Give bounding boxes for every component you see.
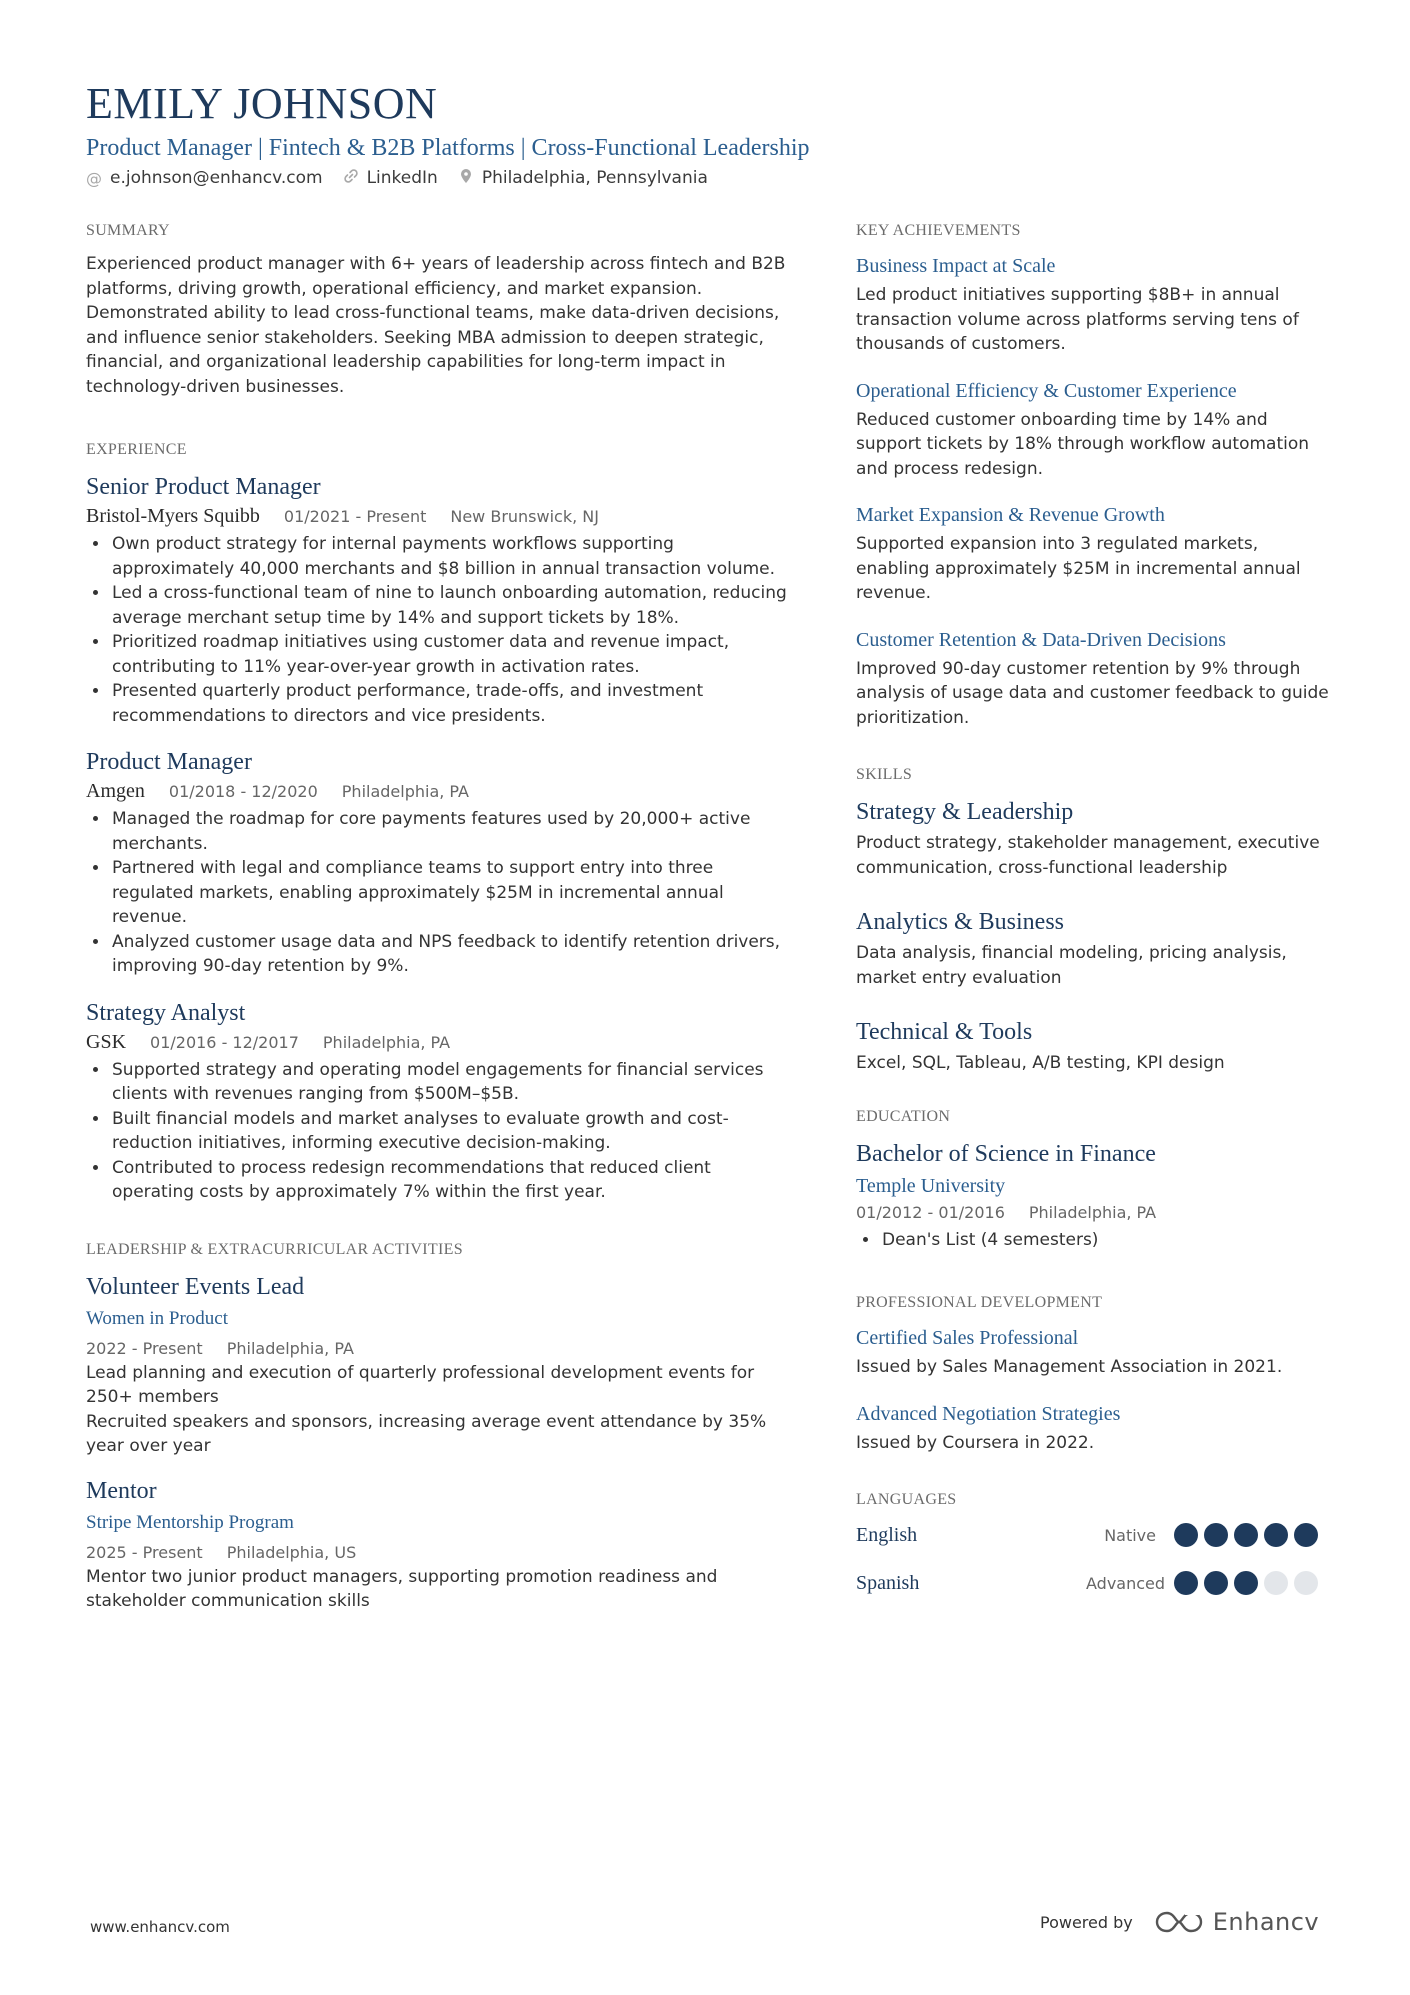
skills-section xyxy=(856,764,1336,1076)
section-title-summary: SUMMARY xyxy=(86,222,170,239)
education-meta xyxy=(856,1200,1336,1226)
achievement-list xyxy=(856,252,1336,730)
development-text: Issued by Sales Management Association in 2021. xyxy=(856,1357,1283,1377)
contact-row xyxy=(86,168,1326,188)
company-name: Bristol-Myers Squibb xyxy=(86,505,260,527)
section-title-education: EDUCATION xyxy=(856,1107,951,1125)
development-section xyxy=(856,1292,1336,1455)
contact-location xyxy=(458,168,708,188)
achievement-text: Reduced customer onboarding time by 14% and support tickets by 18% through workflow automation and process redesign. xyxy=(856,409,1310,479)
languages-section xyxy=(856,1489,1336,1607)
email-text: e.johnson@enhancv.com xyxy=(110,168,323,188)
rating-dot-filled xyxy=(1204,1571,1228,1595)
skill-title: Strategy & Leadership xyxy=(856,799,1074,825)
skill-title: Analytics & Business xyxy=(856,909,1064,935)
development-list xyxy=(856,1324,1336,1455)
resume-header xyxy=(86,76,1326,188)
development-entry xyxy=(856,1400,1336,1456)
right-column xyxy=(856,220,1336,1647)
job-bullet: • Led a cross-functional team of nine to launch onboarding automation, reducing average merchant setup time by 14% and support tickets by 18%. xyxy=(110,581,796,630)
job-dates: 01/2016 - 12/2017 xyxy=(150,1032,299,1052)
job-location: New Brunswick, NJ xyxy=(450,507,599,526)
rating-dot-filled xyxy=(1234,1571,1258,1595)
leadership-entry xyxy=(86,1475,796,1614)
section-title-experience: EXPERIENCE xyxy=(86,441,187,458)
powered-by-text: Powered by xyxy=(1040,1912,1133,1932)
development-entry xyxy=(856,1324,1336,1380)
leadership-line: Mentor two junior product managers, supporting promotion readiness and stakeholder communication skills xyxy=(86,1566,718,1611)
candidate-name: EMILY JOHNSON xyxy=(86,79,438,128)
linkedin-text: LinkedIn xyxy=(366,168,438,188)
achievement-entry xyxy=(856,252,1336,357)
rating-dot-filled xyxy=(1294,1523,1318,1547)
leadership-line: Recruited speakers and sponsors, increasing average event attendance by 35% year over year xyxy=(86,1411,767,1456)
at-icon: @ xyxy=(86,168,102,188)
language-list xyxy=(856,1511,1336,1607)
job-entry xyxy=(86,997,796,1205)
skill-list xyxy=(856,796,1336,1076)
achievement-title: Customer Retention & Data-Driven Decisions xyxy=(856,628,1226,651)
achievement-entry xyxy=(856,626,1336,731)
section-title-achievements: KEY ACHIEVEMENTS xyxy=(856,222,1021,239)
leadership-dates: 2022 - Present xyxy=(86,1338,203,1358)
language-level: Native xyxy=(1104,1525,1156,1545)
education-section xyxy=(856,1106,1336,1253)
candidate-title: Product Manager | Fintech & B2B Platforms | Cross-Functional Leadership xyxy=(86,135,810,161)
brand-name: Enhancv xyxy=(1212,1908,1320,1936)
experience-section xyxy=(86,439,796,1205)
rating-dot-empty xyxy=(1264,1571,1288,1595)
job-title: Product Manager xyxy=(86,749,252,775)
section-title-skills: SKILLS xyxy=(856,766,913,783)
footer-brand xyxy=(1040,1908,1319,1936)
skill-text: Excel, SQL, Tableau, A/B testing, KPI design xyxy=(856,1053,1225,1073)
education-degree: Bachelor of Science in Finance xyxy=(856,1140,1156,1167)
job-list xyxy=(86,471,796,1205)
achievements-section xyxy=(856,220,1336,730)
leadership-title: Volunteer Events Lead xyxy=(86,1273,305,1300)
job-bullet: • Own product strategy for internal payments workflows supporting approximately 40,000 merchants and $8 billion in annual transaction volume. xyxy=(110,532,796,581)
language-row xyxy=(856,1559,1336,1607)
achievement-entry xyxy=(856,501,1336,606)
rating-dot-filled xyxy=(1204,1523,1228,1547)
job-meta xyxy=(86,1029,796,1056)
job-meta xyxy=(86,503,796,530)
job-dates: 01/2021 - Present xyxy=(283,507,427,526)
enhancv-logo[interactable] xyxy=(1155,1908,1319,1936)
leadership-org: Stripe Mentorship Program xyxy=(86,1511,294,1533)
language-rating xyxy=(1174,1523,1318,1547)
leadership-section xyxy=(86,1239,796,1614)
company-name: GSK xyxy=(86,1030,127,1053)
job-bullet: • Supported strategy and operating model engagements for financial services clients with revenues ranging from $500M–$5B. xyxy=(110,1058,796,1107)
job-bullets xyxy=(86,532,796,728)
contact-linkedin[interactable] xyxy=(343,168,438,188)
section-title-leadership: LEADERSHIP & EXTRACURRICULAR ACTIVITIES xyxy=(86,1240,463,1258)
rating-dot-filled xyxy=(1174,1571,1198,1595)
job-dates: 01/2018 - 12/2020 xyxy=(168,782,318,801)
job-bullet: • Built financial models and market analyses to evaluate growth and cost-reduction initiatives, informing executive decision-making. xyxy=(110,1107,796,1156)
summary-text: Experienced product manager with 6+ years of leadership across fintech and B2B platforms, driving growth, operational efficiency, and market expansion. Demonstrated ability to lead cross-functional teams, make data-driven decisions, and influence senior stakeholders. Seeking MBA admission to deepen strategic, financial, and organizational leadership capabilities for long-term impact in technology-driven businesses. xyxy=(86,254,786,397)
job-bullet: • Presented quarterly product performance, trade-offs, and investment recommendations to directors and vice presidents. xyxy=(110,679,796,728)
contact-email[interactable] xyxy=(86,168,323,188)
education-location: Philadelphia, PA xyxy=(1028,1202,1157,1222)
leadership-location: Philadelphia, US xyxy=(226,1542,357,1562)
skill-entry xyxy=(856,796,1336,880)
education-bullets xyxy=(856,1228,1336,1253)
job-bullet: • Analyzed customer usage data and NPS feedback to identify retention drivers, improving 90-day retention by 9%. xyxy=(110,930,796,979)
job-entry xyxy=(86,471,796,728)
achievement-text: Supported expansion into 3 regulated markets, enabling approximately $25M in incremental annual revenue. xyxy=(856,534,1301,603)
rating-dot-filled xyxy=(1264,1523,1288,1547)
achievement-entry xyxy=(856,377,1336,482)
rating-dot-filled xyxy=(1174,1523,1198,1547)
education-bullet: • Dean's List (4 semesters) xyxy=(880,1228,1336,1253)
leadership-meta xyxy=(86,1337,796,1361)
enhancv-logo-icon xyxy=(1155,1909,1203,1935)
skill-entry xyxy=(856,1016,1336,1076)
language-name: Spanish xyxy=(856,1571,920,1594)
leadership-entry xyxy=(86,1271,796,1459)
job-title: Senior Product Manager xyxy=(86,474,321,500)
skill-title: Technical & Tools xyxy=(856,1019,1033,1045)
leadership-location: Philadelphia, PA xyxy=(226,1338,354,1358)
leadership-list xyxy=(86,1271,796,1614)
job-bullet: • Contributed to process redesign recommendations that reduced client operating costs by approximately 7% within the first year. xyxy=(110,1156,796,1205)
job-bullets xyxy=(86,1058,796,1205)
leadership-title: Mentor xyxy=(86,1477,157,1504)
location-text: Philadelphia, Pennsylvania xyxy=(481,168,708,188)
skill-text: Data analysis, financial modeling, pricing analysis, market entry evaluation xyxy=(856,943,1287,988)
summary-section xyxy=(86,220,796,399)
job-bullet: • Prioritized roadmap initiatives using customer data and revenue impact, contributing to 11% year-over-year growth in activation rates. xyxy=(110,630,796,679)
leadership-meta xyxy=(86,1541,796,1565)
education-school: Temple University xyxy=(856,1174,1006,1197)
leadership-line: Lead planning and execution of quarterly professional development events for 250+ members xyxy=(86,1362,755,1407)
job-entry xyxy=(86,746,796,979)
development-title: Certified Sales Professional xyxy=(856,1327,1079,1349)
achievement-title: Business Impact at Scale xyxy=(856,255,1056,277)
language-rating xyxy=(1174,1571,1318,1595)
development-text: Issued by Coursera in 2022. xyxy=(856,1432,1095,1453)
language-name: English xyxy=(856,1523,918,1546)
leadership-dates: 2025 - Present xyxy=(86,1542,203,1562)
job-bullet: • Partnered with legal and compliance teams to support entry into three regulated markets, enabling approximately $25M in incremental annual revenue. xyxy=(110,856,796,930)
leadership-org: Women in Product xyxy=(86,1307,229,1329)
job-meta xyxy=(86,778,796,805)
skill-text: Product strategy, stakeholder management, executive communication, cross-functional leadership xyxy=(856,833,1320,878)
job-bullets xyxy=(86,807,796,979)
job-location: Philadelphia, PA xyxy=(341,782,469,801)
section-title-development: PROFESSIONAL DEVELOPMENT xyxy=(856,1294,1103,1311)
skill-entry xyxy=(856,906,1336,990)
language-level: Advanced xyxy=(1086,1573,1166,1593)
language-row xyxy=(856,1511,1336,1559)
development-title: Advanced Negotiation Strategies xyxy=(856,1402,1121,1425)
link-icon xyxy=(343,168,359,188)
company-name: Amgen xyxy=(86,780,145,802)
section-title-languages: LANGUAGES xyxy=(856,1491,957,1508)
left-column xyxy=(86,220,796,1654)
achievement-title: Operational Efficiency & Customer Experience xyxy=(856,379,1237,402)
achievement-title: Market Expansion & Revenue Growth xyxy=(856,504,1165,526)
achievement-text: Improved 90-day customer retention by 9% through analysis of usage data and customer feedback to guide prioritization. xyxy=(856,658,1329,728)
job-title: Strategy Analyst xyxy=(86,999,246,1026)
location-pin-icon xyxy=(458,168,474,188)
education-dates: 01/2012 - 01/2016 xyxy=(856,1202,1005,1222)
achievement-text: Led product initiatives supporting $8B+ in annual transaction volume across platforms serving tens of thousands of customers. xyxy=(856,285,1299,354)
job-bullet: • Managed the roadmap for core payments features used by 20,000+ active merchants. xyxy=(110,807,796,856)
footer-url[interactable]: www.enhancv.com xyxy=(90,1918,230,1936)
rating-dot-empty xyxy=(1294,1571,1318,1595)
rating-dot-filled xyxy=(1234,1523,1258,1547)
job-location: Philadelphia, PA xyxy=(322,1032,451,1052)
